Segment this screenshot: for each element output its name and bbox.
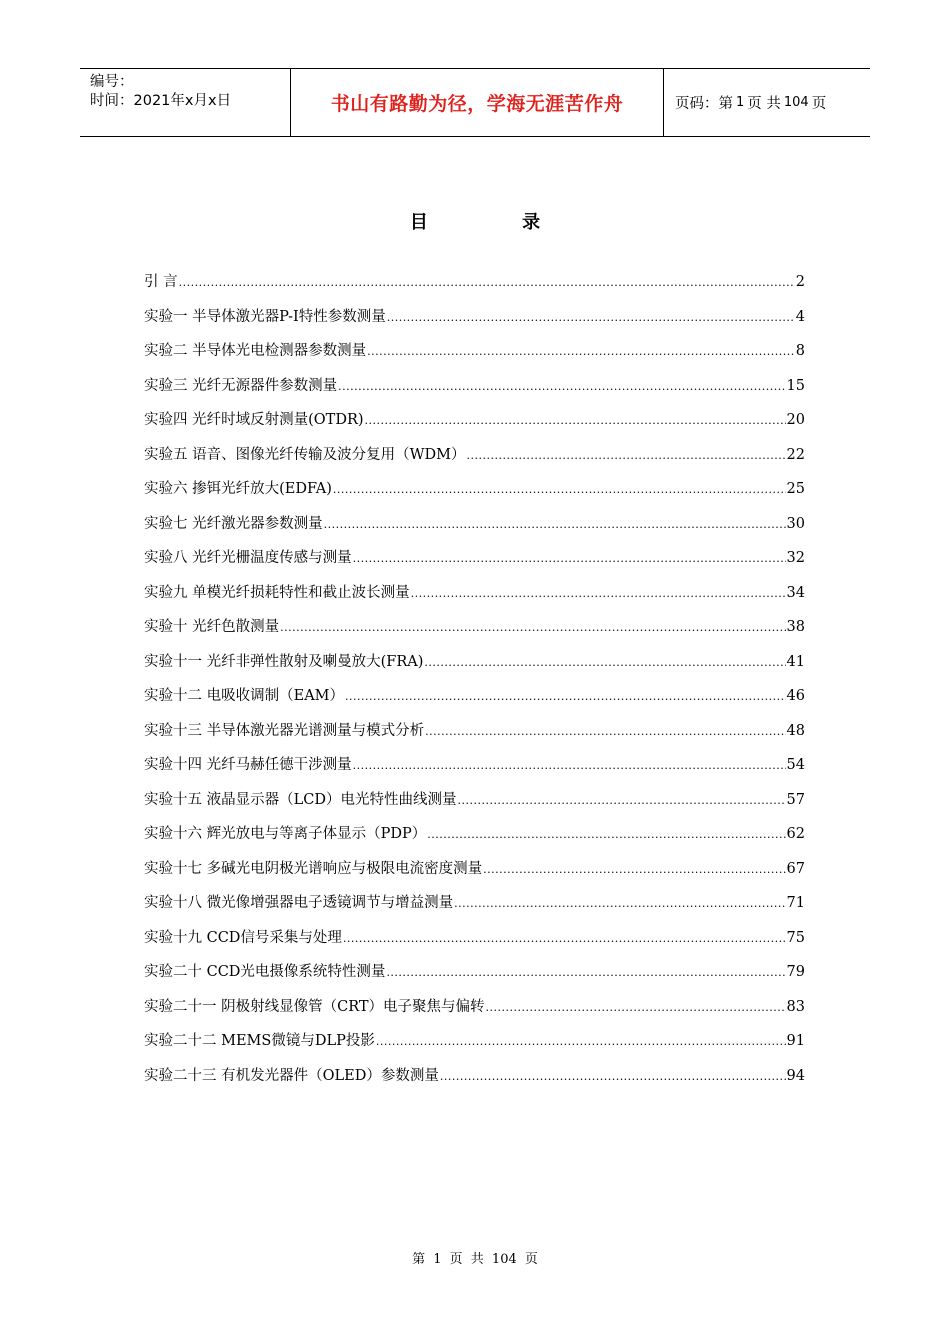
- toc-entry-page: 48: [786, 722, 805, 739]
- toc-entry-label: 实验五 语音、图像光纤传输及波分复用（WDM）: [144, 446, 466, 463]
- page-mid: 页 共: [747, 96, 781, 112]
- toc-entry-page: 2: [795, 274, 805, 290]
- toc-dot-leader: [333, 483, 786, 496]
- toc-dot-leader: [179, 276, 795, 289]
- toc-entry-label: 实验八 光纤光栅温度传感与测量: [144, 550, 352, 566]
- toc-entry-page: 15: [786, 377, 805, 394]
- toc-entry-label: 实验十二 电吸收调制（EAM）: [144, 688, 345, 704]
- toc-entry-label: 实验三 光纤无源器件参数测量: [144, 377, 338, 394]
- toc-entry[interactable]: [144, 374, 805, 409]
- toc-entry[interactable]: [144, 1064, 805, 1099]
- toc-entry-page: 67: [786, 860, 805, 877]
- toc-dot-leader: [425, 725, 785, 738]
- toc-entry[interactable]: [144, 788, 805, 823]
- toc-dot-leader: [411, 587, 786, 600]
- toc-entry-page: 46: [786, 688, 805, 704]
- toc-entry-page: 94: [786, 1067, 805, 1084]
- toc-title: [0, 208, 950, 234]
- toc-entry[interactable]: [144, 926, 805, 961]
- toc-entry-page: 38: [786, 619, 805, 635]
- toc-entry-page: 83: [786, 998, 805, 1015]
- toc-entry-label: 实验二十三 有机发光器件（OLED）参数测量: [144, 1067, 439, 1084]
- toc-entry-page: 32: [786, 550, 805, 566]
- toc-entry[interactable]: [144, 546, 805, 581]
- toc-entry-label: 实验六 掺铒光纤放大(EDFA): [144, 481, 332, 497]
- toc-entry-label: 实验十四 光纤马赫任德干涉测量: [144, 757, 352, 773]
- toc-entry-page: 4: [795, 308, 805, 325]
- toc-entry[interactable]: [144, 615, 805, 650]
- page-current: 1: [736, 95, 745, 110]
- toc-entry-label: 实验十六 辉光放电与等离子体显示（PDP）: [144, 826, 427, 842]
- toc-entry[interactable]: [144, 581, 805, 616]
- toc-entry-label: 实验十三 半导体激光器光谱测量与模式分析: [144, 722, 425, 739]
- toc-dot-leader: [387, 311, 795, 324]
- toc-dot-leader: [483, 863, 785, 876]
- toc-entry[interactable]: [144, 891, 805, 926]
- toc-entry[interactable]: [144, 1029, 805, 1064]
- toc-entry-label: 实验十七 多碱光电阴极光谱响应与极限电流密度测量: [144, 860, 483, 877]
- toc-entry-label: 实验十八 微光像增强器电子透镜调节与增益测量: [144, 895, 454, 911]
- toc-entry[interactable]: [144, 339, 805, 374]
- toc-dot-leader: [466, 449, 785, 462]
- toc-entry-label: 实验十九 CCD信号采集与处理: [144, 929, 342, 946]
- toc-entry-page: 71: [786, 895, 805, 911]
- toc-entry[interactable]: [144, 753, 805, 788]
- header-info: [80, 69, 291, 136]
- table-of-contents: [144, 270, 805, 1098]
- toc-entry[interactable]: [144, 270, 805, 305]
- number-label: 编号：: [90, 74, 134, 90]
- toc-dot-leader: [343, 932, 786, 945]
- toc-dot-leader: [486, 1001, 786, 1014]
- toc-dot-leader: [367, 345, 795, 358]
- toc-dot-leader: [440, 1070, 786, 1083]
- toc-entry[interactable]: [144, 477, 805, 512]
- toc-entry[interactable]: [144, 684, 805, 719]
- toc-entry-label: 实验二十 CCD光电摄像系统特性测量: [144, 964, 386, 980]
- toc-title-left: 目: [409, 212, 428, 233]
- toc-entry-page: 30: [786, 515, 805, 532]
- toc-entry-label: 实验一 半导体激光器P-I特性参数测量: [144, 308, 386, 325]
- toc-dot-leader: [280, 621, 785, 634]
- toc-entry-page: 41: [786, 653, 805, 670]
- toc-entry[interactable]: [144, 443, 805, 478]
- toc-entry-label: 实验十一 光纤非弹性散射及喇曼放大(FRA): [144, 653, 424, 670]
- toc-entry-label: 实验二十一 阴极射线显像管（CRT）电子聚焦与偏转: [144, 998, 485, 1015]
- toc-entry[interactable]: [144, 512, 805, 547]
- toc-dot-leader: [353, 759, 786, 772]
- page-suffix: 页: [811, 96, 827, 112]
- toc-dot-leader: [345, 690, 786, 703]
- time-label: 时间：2021年x月x日: [90, 93, 232, 109]
- page-header: [80, 68, 870, 137]
- toc-entry-page: 54: [786, 757, 805, 773]
- toc-dot-leader: [427, 828, 785, 841]
- toc-dot-leader: [454, 897, 785, 910]
- toc-entry-label: 实验十五 液晶显示器（LCD）电光特性曲线测量: [144, 791, 457, 808]
- toc-dot-leader: [424, 656, 785, 669]
- toc-entry-page: 25: [786, 481, 805, 497]
- toc-entry[interactable]: [144, 995, 805, 1030]
- toc-entry-label: 引 言: [144, 274, 178, 290]
- toc-entry-label: 实验四 光纤时域反射测量(OTDR): [144, 412, 364, 428]
- toc-entry-page: 34: [786, 584, 805, 601]
- toc-entry[interactable]: [144, 960, 805, 995]
- toc-dot-leader: [353, 552, 786, 565]
- toc-entry-label: 实验九 单模光纤损耗特性和截止波长测量: [144, 584, 410, 601]
- toc-entry-label: 实验二十二 MEMS微镜与DLP投影: [144, 1033, 375, 1049]
- header-page-info: [664, 69, 870, 136]
- toc-entry[interactable]: [144, 650, 805, 685]
- toc-entry-label: 实验二 半导体光电检测器参数测量: [144, 343, 367, 359]
- toc-dot-leader: [376, 1035, 786, 1048]
- page-total: 104: [783, 95, 809, 110]
- toc-entry-page: 57: [786, 791, 805, 808]
- toc-title-right: 录: [522, 212, 541, 233]
- toc-dot-leader: [365, 414, 786, 427]
- toc-entry[interactable]: [144, 305, 805, 340]
- toc-entry-page: 79: [786, 964, 805, 980]
- toc-entry-page: 62: [786, 826, 805, 842]
- toc-entry-label: 实验十 光纤色散测量: [144, 619, 280, 635]
- toc-entry-page: 22: [786, 446, 805, 463]
- toc-entry[interactable]: [144, 857, 805, 892]
- toc-entry[interactable]: [144, 408, 805, 443]
- toc-dot-leader: [386, 966, 785, 979]
- toc-entry-page: 75: [786, 929, 805, 946]
- page-footer: 第 1 页 共 104 页: [412, 1252, 538, 1267]
- toc-entry-page: 91: [786, 1033, 805, 1049]
- toc-dot-leader: [457, 794, 785, 807]
- toc-dot-leader: [324, 518, 786, 531]
- toc-entry-page: 20: [786, 412, 805, 428]
- toc-entry[interactable]: [144, 822, 805, 857]
- toc-entry-label: 实验七 光纤激光器参数测量: [144, 515, 323, 532]
- header-motto: 书山有路勤为径，学海无涯苦作舟: [291, 69, 664, 136]
- toc-entry-page: 8: [795, 343, 805, 359]
- toc-entry[interactable]: [144, 719, 805, 754]
- page-prefix: 页码：第: [675, 96, 733, 112]
- toc-dot-leader: [338, 380, 785, 393]
